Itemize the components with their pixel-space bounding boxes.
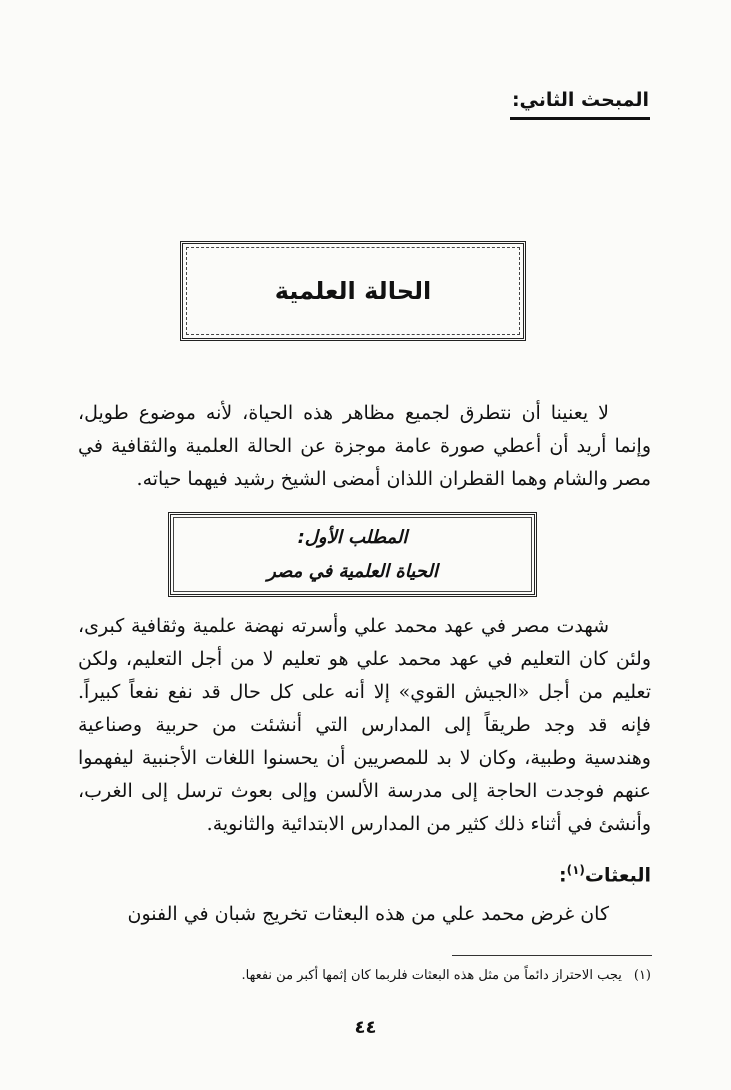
paragraph-intro-text: لا يعنينا أن نتطرق لجميع مظاهر هذه الحياة، لأنه موضوع طويل، وإنما أريد أن أعطي صورة عامة موجزة عن الحالة العلمية والثقافية في مصر والشام وهما القطران اللذان أمضى الشيخ رشيد فيهما حياته. <box>78 402 651 490</box>
paragraph-egypt <box>78 610 651 841</box>
subsection-title: الحياة العلمية في مصر <box>267 560 438 582</box>
footnote-separator <box>452 955 652 956</box>
heading-underline <box>510 117 650 120</box>
footnote <box>71 965 651 987</box>
chapter-title-box <box>180 241 526 341</box>
missions-heading-colon: : <box>558 864 567 887</box>
paragraph-missions-text: كان غرض محمد علي من هذه البعثات تخريج شبان في الفنون <box>127 903 609 925</box>
page-number: ٤٤ <box>354 1017 377 1038</box>
footnote-number: (١) <box>633 968 651 983</box>
paragraph-intro <box>78 397 651 496</box>
footnote-reference: (١) <box>566 863 585 877</box>
paragraph-egypt-text: شهدت مصر في عهد محمد علي وأسرته نهضة علمية وثقافية كبرى، ولئن كان التعليم في عهد محمد علي هو تعليم لا من أجل التعليم، ولكن تعليم من أجل «الجيش القوي» إلا أنه على كل حال قد نفع نفعاً كبيراً. فإنه قد وجد طريقاً إلى المدارس التي أنشئت من حربية وصناعية وهندسية وطبية، وكان لا بد للمصريين أن يحسنوا اللغات الأجنبية ليفهموا عنهم فوجدت الحاجة إلى مدرسة الألسن وإلى بعوث ترسل إلى الغرب، وأنشئ في أثناء ذلك كثير من المدارس الابتدائية والثانوية. <box>78 615 651 835</box>
paragraph-missions <box>78 898 651 931</box>
subsection-title-box <box>168 512 537 597</box>
section-heading: المبحث الثاني: <box>511 89 649 111</box>
missions-heading-text: البعثات <box>584 864 651 887</box>
chapter-title: الحالة العلمية <box>274 277 432 305</box>
missions-heading <box>559 855 651 890</box>
subsection-label: المطلب الأول: <box>297 526 408 548</box>
footnote-text: يجب الاحتراز دائماً من مثل هذه البعثات فلربما كان إثمها أكبر من نفعها. <box>241 968 622 983</box>
